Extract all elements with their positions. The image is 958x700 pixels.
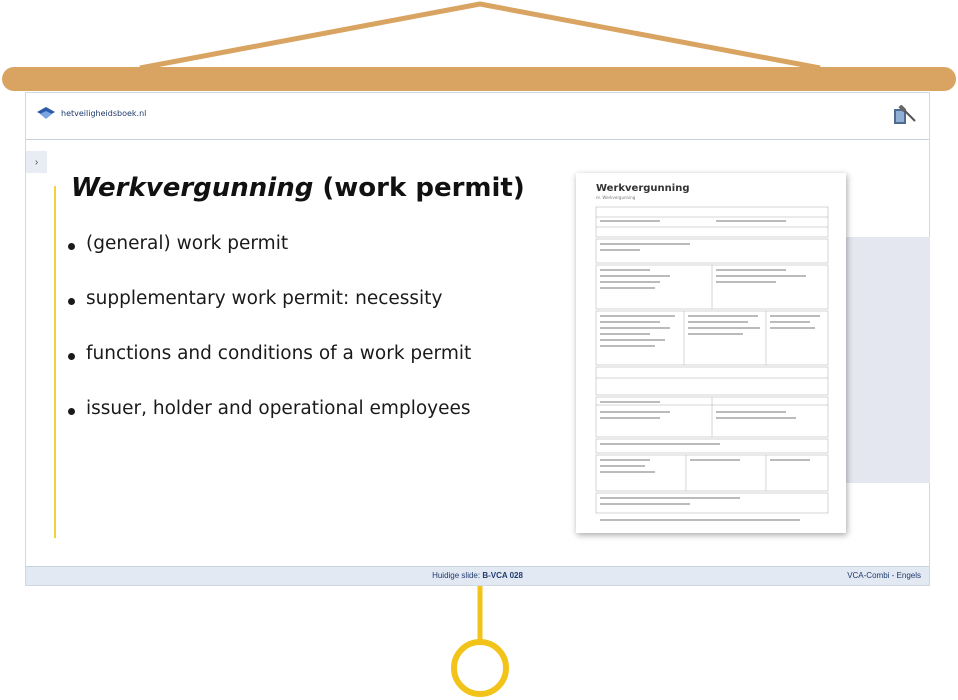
form-heading: Werkvergunning [596, 183, 690, 194]
work-permit-form-image [576, 173, 846, 533]
slide-title [71, 173, 525, 203]
bullet-item: functions and conditions of a work permit [64, 343, 471, 398]
pull-cord[interactable] [445, 586, 515, 700]
current-slide-label: Huidige slide: [432, 571, 481, 580]
bullet-item: (general) work permit [64, 233, 471, 288]
projector-screen [25, 92, 930, 586]
top-bar [26, 93, 929, 140]
bullet-list [64, 233, 471, 453]
logo-icon [36, 106, 56, 120]
tools-icon[interactable] [892, 105, 918, 132]
screen-rod [2, 67, 956, 91]
logo[interactable] [36, 106, 146, 120]
bullet-item: supplementary work permit: necessity [64, 288, 471, 343]
sidebar-toggle-button[interactable] [26, 151, 47, 173]
footer-bar [26, 566, 929, 585]
side-band [836, 237, 930, 483]
bullet-item: issuer, holder and operational employees [64, 398, 471, 453]
current-slide-indicator [26, 571, 929, 580]
accent-line [54, 186, 56, 538]
current-slide-id: B-VCA 028 [482, 571, 523, 580]
pull-ring-icon [454, 642, 506, 694]
form-subheading: nr. Werkvergunning [596, 195, 636, 200]
slide-title-italic: Werkvergunning [71, 173, 314, 203]
course-name: VCA-Combi - Engels [847, 571, 921, 580]
slide-title-rest: (work permit) [322, 173, 525, 203]
logo-text: hetveiligheidsboek.nl [61, 108, 147, 118]
chevron-right-icon: › [34, 156, 39, 168]
